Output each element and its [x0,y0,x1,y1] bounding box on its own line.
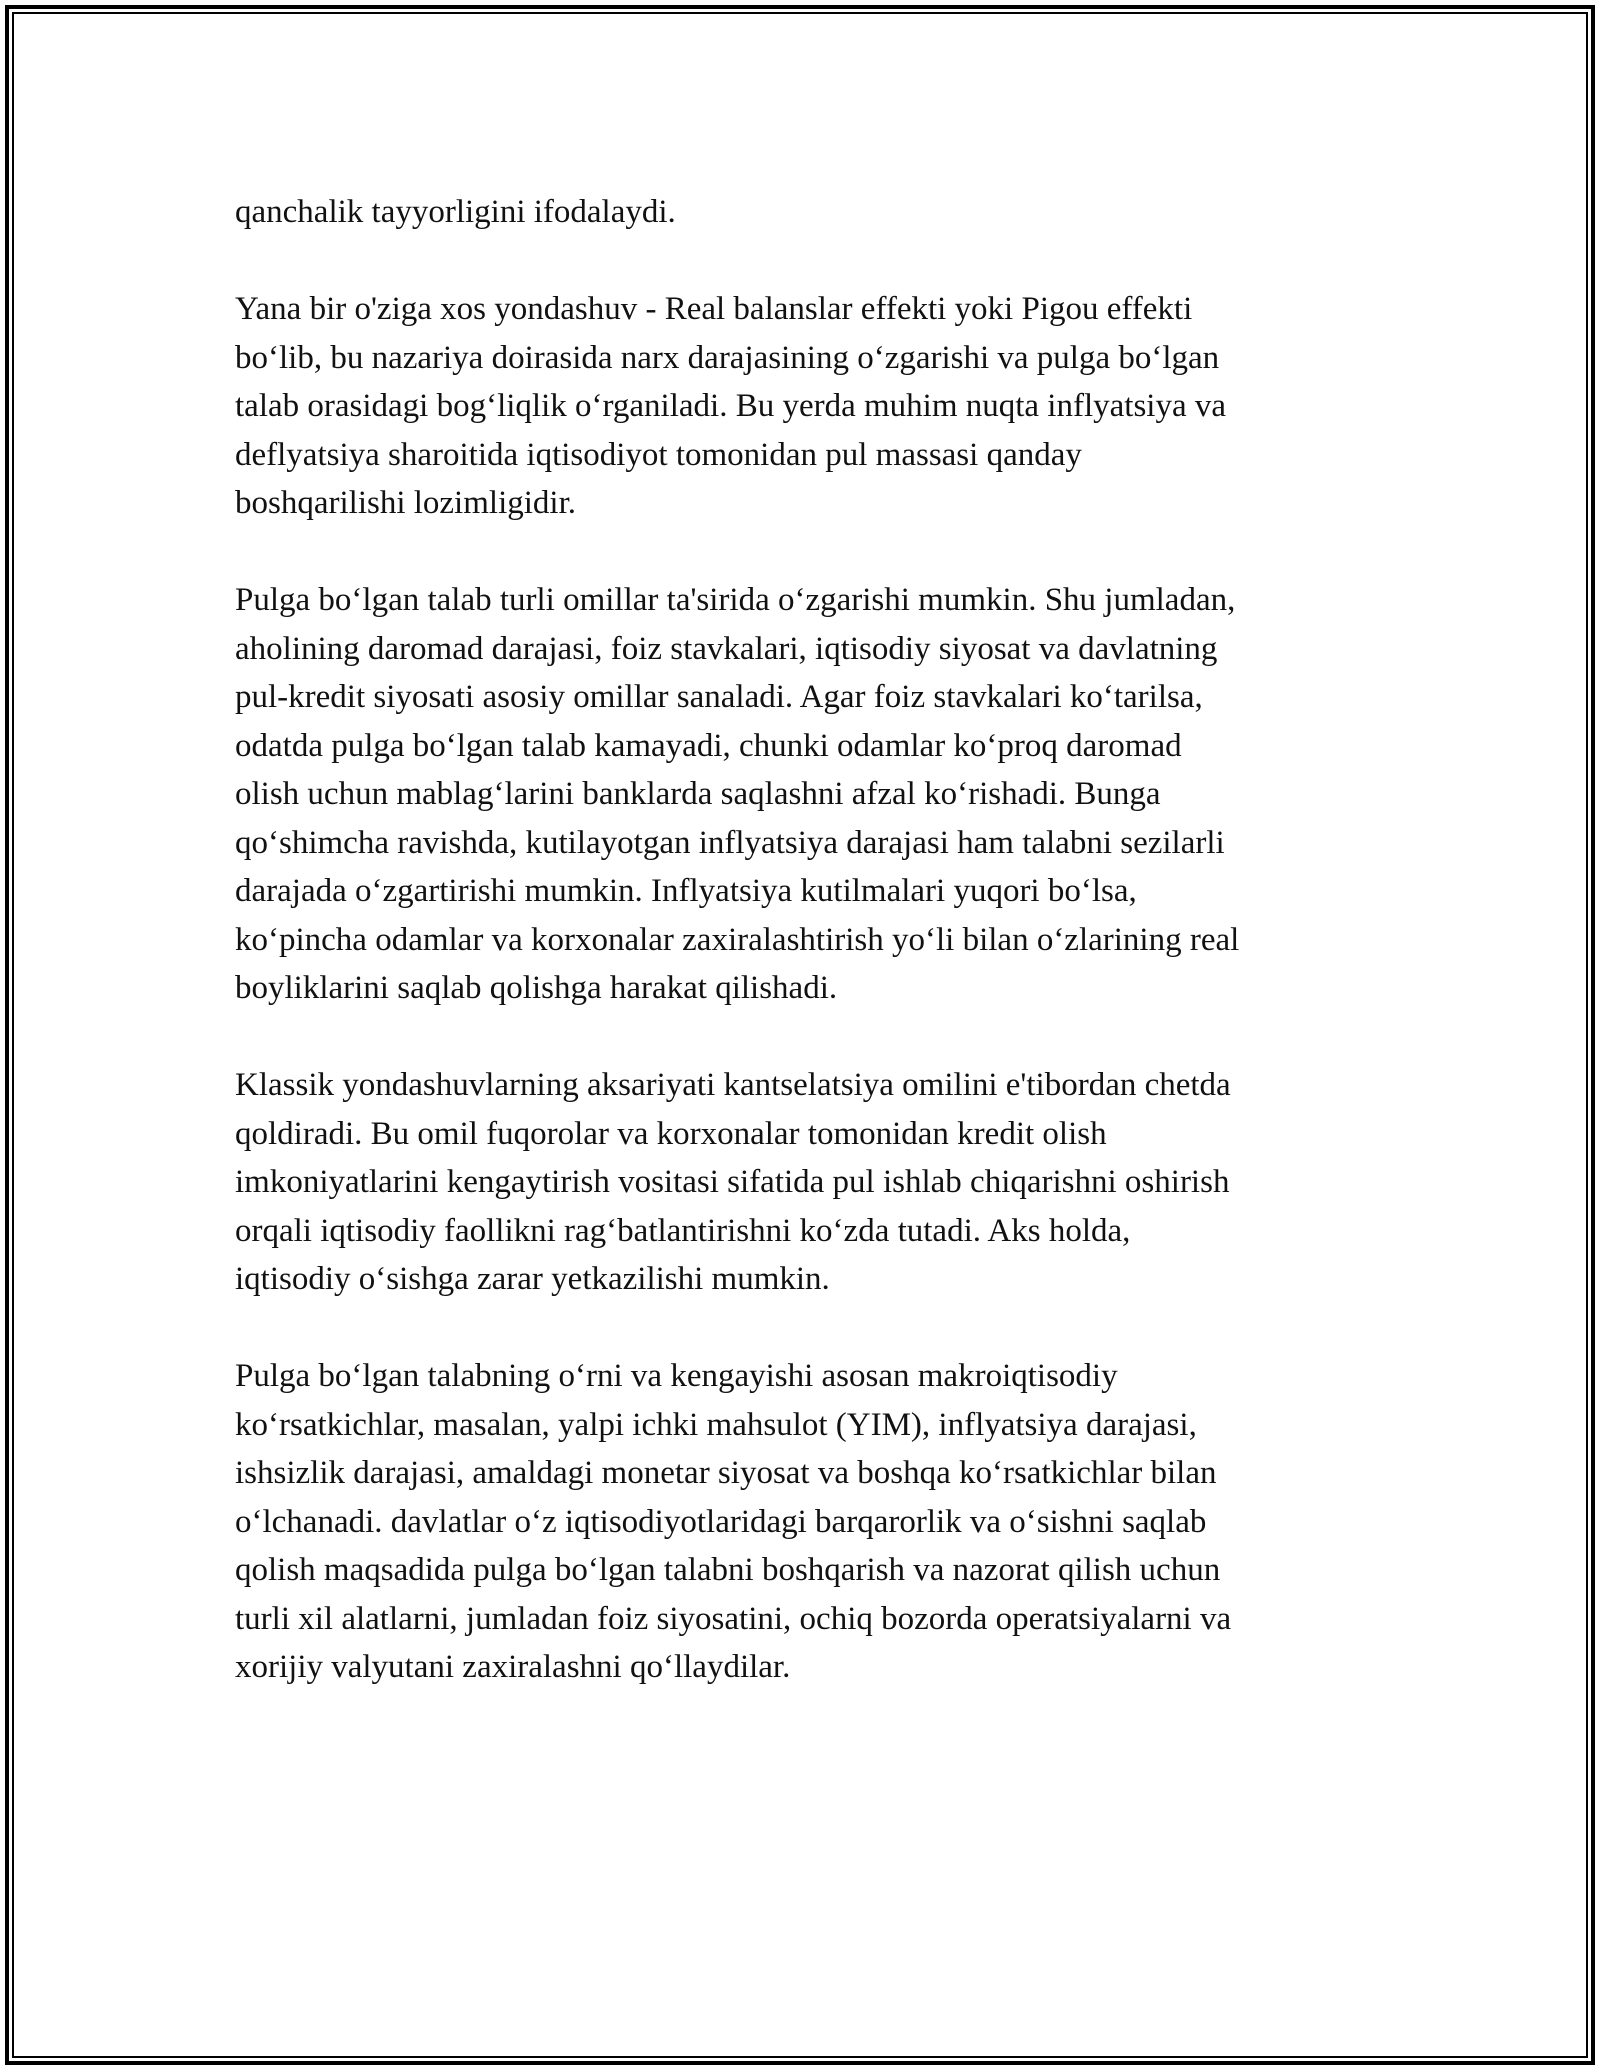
text-line: qanchalik tayyorligini ifodalaydi. [235,194,676,230]
text-line: iqtisodiy o‘sishga zarar yetkazilishi mumkin. [235,1261,830,1297]
text-line: darajada o‘zgartirishi mumkin. Inflyatsiya kutilmalari yuqori bo‘lsa, [235,873,1137,909]
document-body [235,188,1375,1740]
text-line: ko‘pincha odamlar va korxonalar zaxiralashtirish yo‘li bilan o‘zlarining real [235,921,1240,958]
text-line: qolish maqsadida pulga bo‘lgan talabni boshqarish va nazorat qilish uchun [235,1552,1221,1588]
paragraph-5 [235,1352,1375,1692]
text-line: Pulga bo‘lgan talab turli omillar ta'sirida o‘zgarishi mumkin. Shu jumladan, [235,582,1236,618]
text-line: Yana bir o'ziga xos yondashuv - Real balanslar effekti yoki Pigou effekti [235,291,1193,327]
text-line: Pulga bo‘lgan talabning o‘rni va kengayishi asosan makroiqtisodiy [235,1358,1118,1394]
text-line: turli xil alatlarni, jumladan foiz siyosatini, ochiq bozorda operatsiyalarni va [235,1600,1232,1637]
text-line: aholining daromad darajasi, foiz stavkalari, iqtisodiy siyosat va davlatning [235,630,1218,667]
paragraph-2 [235,285,1375,528]
paragraph-4 [235,1061,1375,1304]
paragraph-1 [235,188,1375,237]
text-line: pul-kredit siyosati asosiy omillar sanaladi. Agar foiz stavkalari ko‘tarilsa, [235,679,1203,715]
text-line: qo‘shimcha ravishda, kutilayotgan inflyatsiya darajasi ham talabni sezilarli [235,824,1225,861]
text-line: odatda pulga bo‘lgan talab kamayadi, chunki odamlar ko‘proq daromad [235,727,1182,764]
text-line: bo‘lib, bu nazariya doirasida narx darajasining o‘zgarishi va pulga bo‘lgan [235,339,1220,376]
text-line: boyliklarini saqlab qolishga harakat qilishadi. [235,970,838,1006]
text-line: olish uchun mablag‘larini banklarda saqlashni afzal ko‘rishadi. Bunga [235,776,1161,812]
text-line: Klassik yondashuvlarning aksariyati kantselatsiya omilini e'tibordan chetda [235,1067,1231,1103]
text-line: boshqarilishi lozimligidir. [235,485,576,521]
text-line: deflyatsiya sharoitida iqtisodiyot tomonidan pul massasi qanday [235,436,1082,473]
text-line: qoldiradi. Bu omil fuqorolar va korxonalar tomonidan kredit olish [235,1115,1107,1152]
text-line: ishsizlik darajasi, amaldagi monetar siyosat va boshqa ko‘rsatkichlar bilan [235,1455,1217,1491]
text-line: ko‘rsatkichlar, masalan, yalpi ichki mahsulot (YIM), inflyatsiya darajasi, [235,1406,1197,1443]
text-line: talab orasidagi bog‘liqlik o‘rganiladi. Bu yerda muhim nuqta inflyatsiya va [235,388,1226,424]
paragraph-3 [235,576,1375,1013]
text-line: o‘lchanadi. davlatlar o‘z iqtisodiyotlaridagi barqarorlik va o‘sishni saqlab [235,1503,1207,1540]
text-line: imkoniyatlarini kengaytirish vositasi sifatida pul ishlab chiqarishni oshirish [235,1164,1230,1200]
text-line: xorijiy valyutani zaxiralashni qo‘llaydilar. [235,1649,791,1685]
text-line: orqali iqtisodiy faollikni rag‘batlantirishni ko‘zda tutadi. Aks holda, [235,1212,1131,1249]
